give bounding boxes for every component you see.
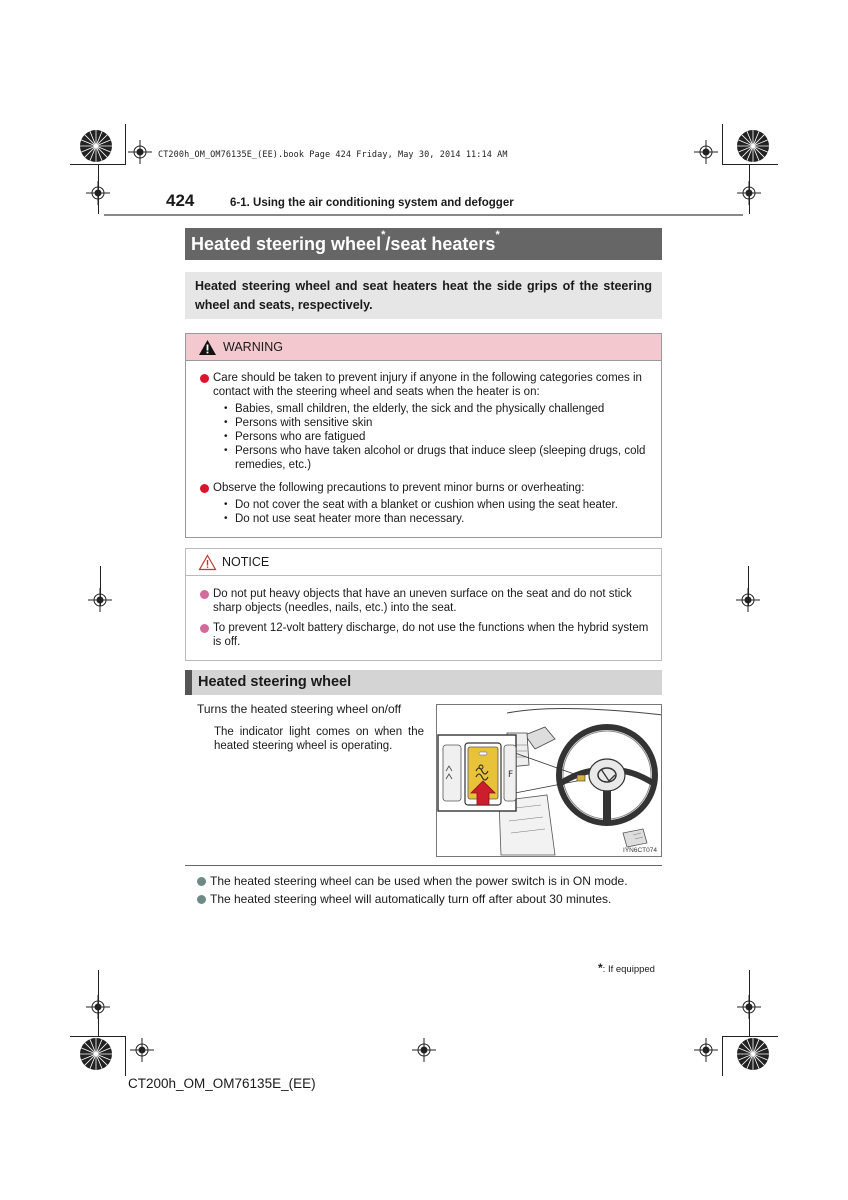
warning-item-text: Observe the following precautions to prevent minor burns or overheating: xyxy=(213,482,585,494)
notice-item-text: Do not put heavy objects that have an uneven surface on the seat and do not stick sharp objects (needles, nails, etc.) into the seat. xyxy=(213,588,632,614)
bullet-icon xyxy=(197,877,206,886)
warning-body xyxy=(186,361,661,529)
page-title xyxy=(185,228,662,260)
sub-bullet-icon: • xyxy=(224,431,228,442)
sub-item xyxy=(224,512,657,526)
radial-register-mark-icon xyxy=(735,128,771,164)
page-number: 424 xyxy=(166,191,195,210)
steering-wheel-illustration xyxy=(436,704,662,857)
sub-bullet-icon: • xyxy=(224,445,228,456)
sub-item-text: Do not use seat heater more than necessary. xyxy=(235,513,465,525)
notice-box xyxy=(185,548,662,661)
list-item xyxy=(200,481,657,529)
title-part-1: Heated steering wheel xyxy=(191,234,382,254)
sub-item xyxy=(224,444,657,472)
sub-item xyxy=(224,430,657,444)
sub-item-text: Persons who have taken alcohol or drugs that induce sleep (sleeping drugs, cold remedies, etc.) xyxy=(235,445,646,471)
asterisk-mark: * xyxy=(381,229,386,241)
radial-register-mark-icon xyxy=(78,128,114,164)
section-title: Heated steering wheel xyxy=(185,670,662,695)
section-heading: 6-1. Using the air conditioning system and defogger xyxy=(230,197,514,209)
sub-item-text: Do not cover the seat with a blanket or cushion when using the seat heater. xyxy=(235,499,618,511)
sub-item xyxy=(224,402,657,416)
print-info: CT200h_OM_OM76135E_(EE).book Page 424 Friday, May 30, 2014 11:14 AM xyxy=(158,150,508,160)
bullet-icon xyxy=(197,895,206,904)
list-item xyxy=(197,890,667,908)
crosshair-mark-icon xyxy=(412,1038,436,1062)
header-rule xyxy=(104,214,743,216)
bullet-icon xyxy=(200,484,209,493)
sub-bullet-icon: • xyxy=(224,417,228,428)
warning-header xyxy=(186,334,661,361)
bullet-icon xyxy=(200,374,209,383)
note-text: The heated steering wheel can be used when the power switch is in ON mode. xyxy=(210,874,628,888)
sub-item-text: Babies, small children, the elderly, the sick and the physically challenged xyxy=(235,403,605,415)
notice-body xyxy=(186,576,661,649)
list-item xyxy=(200,621,657,649)
sub-bullet-icon: • xyxy=(224,513,228,524)
footnote xyxy=(598,961,655,975)
list-item xyxy=(200,371,657,475)
notice-triangle-icon xyxy=(198,554,217,571)
indicator-description: The indicator light comes on when the heated steering wheel is operating. xyxy=(214,726,424,752)
radial-register-mark-icon xyxy=(78,1036,114,1072)
asterisk-mark: * xyxy=(598,961,603,975)
crosshair-mark-icon xyxy=(128,140,152,164)
section-divider xyxy=(185,865,662,866)
heated-steering-switch-illustration xyxy=(437,705,662,857)
warning-item-text: Care should be taken to prevent injury if anyone in the following categories comes in contact with the steering wheel and seats when the heater is on: xyxy=(213,372,642,398)
footnote-text: : If equipped xyxy=(602,964,655,975)
sub-bullet-icon: • xyxy=(224,499,228,510)
sub-item xyxy=(224,498,657,512)
sub-bullet-icon: • xyxy=(224,403,228,414)
illustration-code: IYN6CT074 xyxy=(623,847,657,854)
title-part-2: /seat heaters xyxy=(385,234,496,254)
warning-box xyxy=(185,333,662,538)
crosshair-mark-icon xyxy=(130,1038,154,1062)
list-item xyxy=(200,587,657,615)
function-description: Turns the heated steering wheel on/off xyxy=(197,702,402,716)
notice-item-text: To prevent 12-volt battery discharge, do not use the functions when the hybrid system is off. xyxy=(213,622,649,648)
crosshair-mark-icon xyxy=(694,140,718,164)
list-item xyxy=(197,872,667,890)
warning-label: WARNING xyxy=(223,340,283,354)
radial-register-mark-icon xyxy=(735,1036,771,1072)
notes-list xyxy=(197,872,667,908)
svg-text:F: F xyxy=(508,770,514,780)
notice-label: NOTICE xyxy=(222,555,270,569)
intro-text: Heated steering wheel and seat heaters heat the side grips of the steering wheel and seats, respectively. xyxy=(185,272,662,319)
asterisk-mark: * xyxy=(495,229,500,241)
sub-item-text: Persons who are fatigued xyxy=(235,431,366,443)
note-text: The heated steering wheel will automatically turn off after about 30 minutes. xyxy=(210,892,612,906)
bullet-icon xyxy=(200,624,209,633)
crosshair-mark-icon xyxy=(694,1038,718,1062)
sub-item-text: Persons with sensitive skin xyxy=(235,417,373,429)
sub-item xyxy=(224,416,657,430)
footer-manual-code: CT200h_OM_OM76135E_(EE) xyxy=(128,1076,316,1091)
warning-triangle-icon xyxy=(198,339,217,356)
bullet-icon xyxy=(200,590,209,599)
notice-header xyxy=(186,549,661,576)
